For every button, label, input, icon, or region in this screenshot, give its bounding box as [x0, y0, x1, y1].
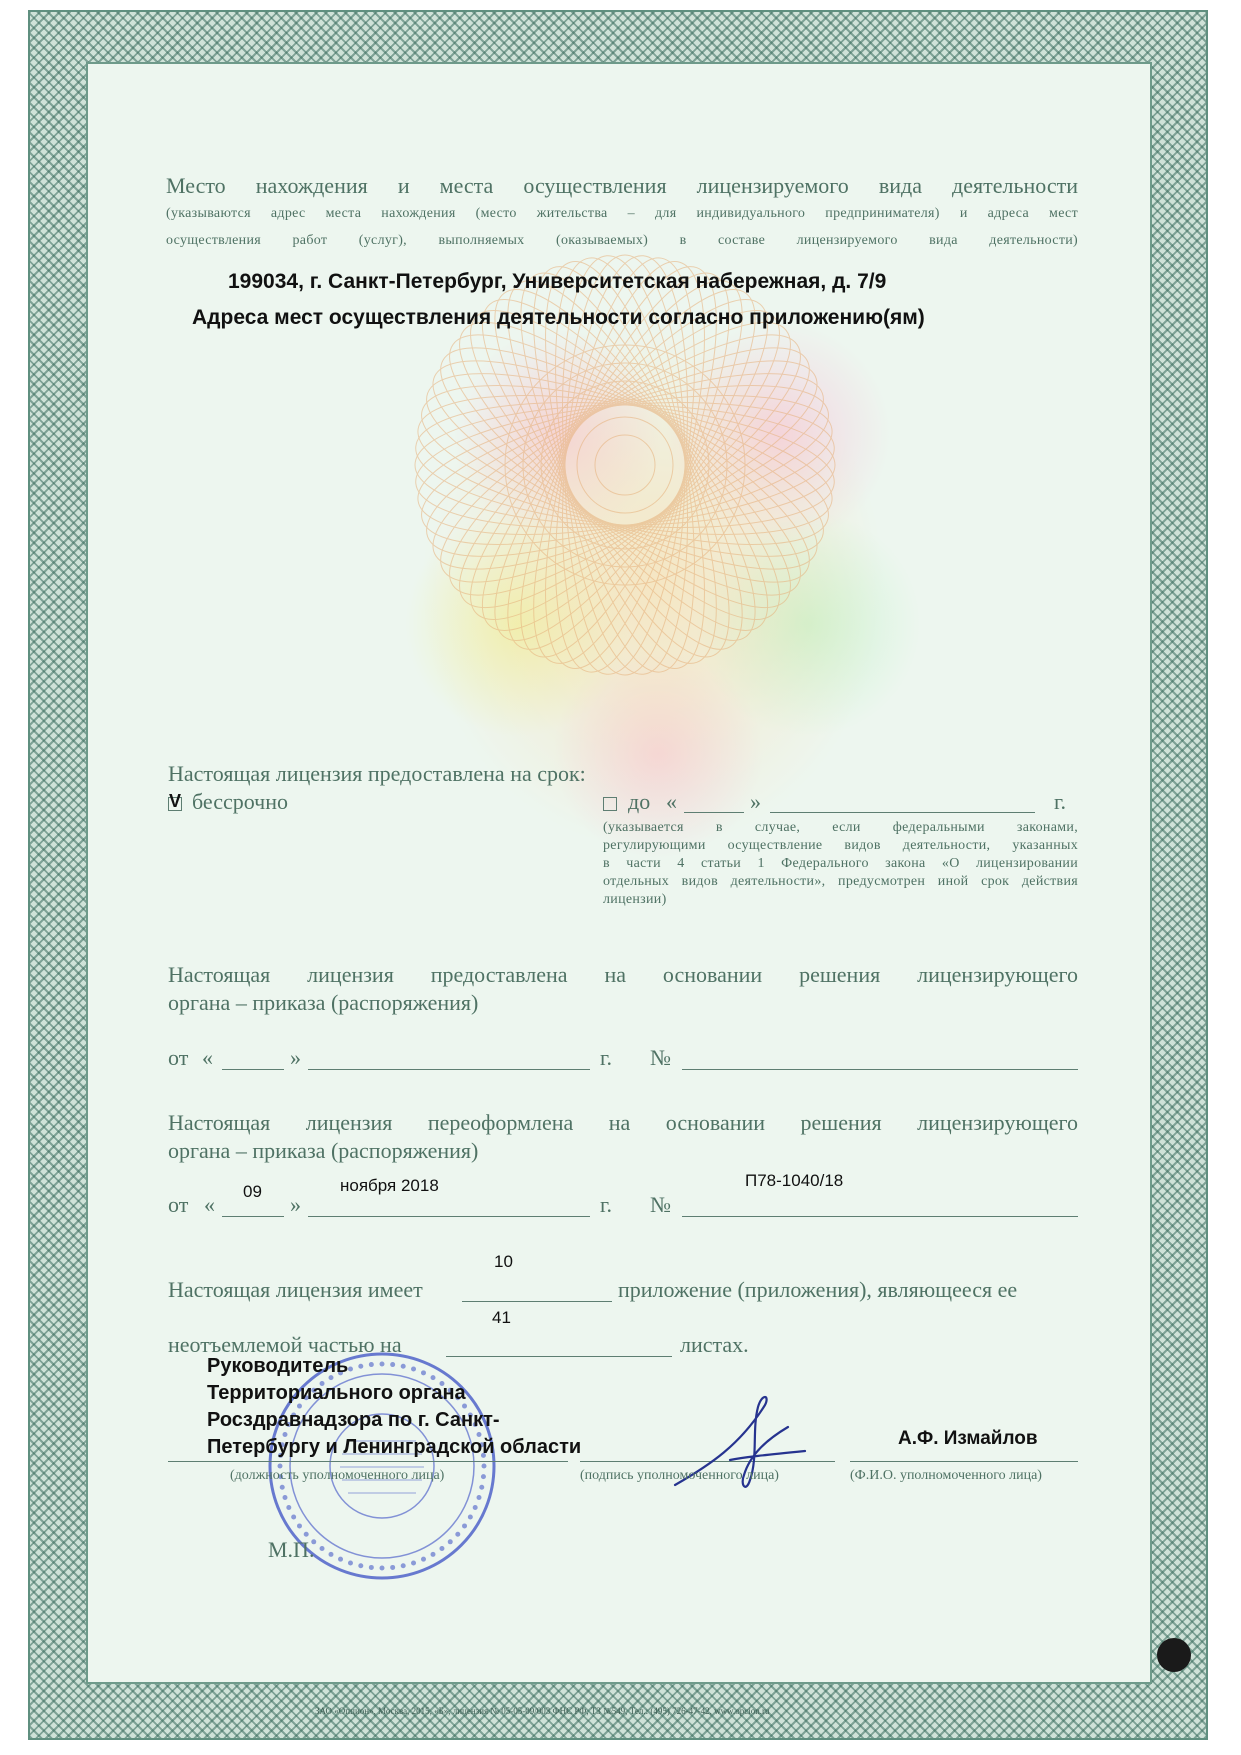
until-year-suffix: г. [1054, 789, 1067, 814]
basis-quote-close: » [290, 1045, 301, 1070]
reissue-date-line [308, 1216, 590, 1217]
basis-from-label: от [168, 1045, 189, 1070]
basis-line1: Настоящая лицензия предоставлена на основании решения лицензирующего [168, 962, 1078, 987]
reissue-year-suffix: г. [600, 1192, 613, 1217]
until-quote-close: » [750, 789, 761, 814]
reissue-number-line [682, 1216, 1078, 1217]
name-line [850, 1461, 1078, 1462]
caption-name: (Ф.И.О. уполномоченного лица) [850, 1468, 1042, 1483]
position-line [168, 1461, 568, 1462]
caption-position: (должность уполномоченного лица) [230, 1468, 445, 1483]
sheets-count: 41 [492, 1308, 511, 1327]
reissue-line1: Настоящая лицензия переоформлена на основании решения лицензирующего [168, 1110, 1078, 1135]
basis-quote-open: « [202, 1045, 213, 1070]
location-note-line1: (указываются адрес места нахождения (место жительства – для индивидуального предпринимателя) и адреса мест [166, 206, 1078, 221]
places-note: Адреса мест осуществления деятельности согласно приложению(ям) [192, 306, 925, 329]
basis-date-line [308, 1069, 590, 1070]
term-heading: Настоящая лицензия предоставлена на срок: [168, 761, 586, 786]
basis-year-suffix: г. [600, 1045, 613, 1070]
until-day-line [684, 812, 744, 813]
term-note-line1: (указывается в случае, если федеральными законами, [603, 820, 1078, 835]
reissue-number: П78-1040/18 [745, 1171, 844, 1190]
basis-number-line [682, 1069, 1078, 1070]
reissue-from-label: от [168, 1192, 189, 1217]
reissue-line2: органа – приказа (распоряжения) [168, 1138, 479, 1163]
unlimited-label: бессрочно [192, 789, 289, 814]
until-checkbox [603, 797, 617, 811]
location-heading: Место нахождения и места осуществления лицензируемого вида деятельности [166, 173, 1078, 198]
until-label: до [628, 789, 651, 814]
term-note-line3: в части 4 статьи 1 Федерального закона «О лицензировании [603, 856, 1078, 871]
reissue-number-label: № [650, 1192, 671, 1217]
until-quote-open: « [666, 789, 677, 814]
position-line4: Петербургу и Ленинградской области [207, 1436, 582, 1458]
checkbox-mark: V [169, 791, 182, 811]
basis-number-label: № [650, 1045, 671, 1070]
sheets-text-start: неотъемлемой частью на [168, 1332, 402, 1357]
term-note-line5: лицензии) [603, 892, 667, 907]
caption-signature: (подпись уполномоченного лица) [580, 1468, 779, 1483]
reissue-quote-open: « [204, 1192, 215, 1217]
until-date-line [770, 812, 1035, 813]
appendix-count: 10 [494, 1252, 513, 1271]
sheets-text-end: листах. [680, 1332, 749, 1357]
location-note-line2: осуществления работ (услуг), выполняемых (оказываемых) в составе лицензируемого вида деятельности) [166, 233, 1078, 248]
term-note-line4: отдельных видов деятельности», предусмотрен иной срок действия [603, 874, 1078, 889]
appendix-text-start: Настоящая лицензия имеет [168, 1277, 423, 1302]
appendix-text-end: приложение (приложения), являющееся ее [618, 1277, 1018, 1302]
official-name: А.Ф. Измайлов [898, 1428, 1038, 1449]
seal-place: М.П. [268, 1537, 315, 1562]
position-line1: Руководитель [207, 1355, 349, 1377]
printer-footer: ЗАО «Опцион», Москва, 2015, «Б», лицензия № 05-05-09/003 ФНС РФ, ТЗ №549, Тел.: (495) 726-47-42, www.opcion.ru [315, 1706, 770, 1716]
position-line2: Территориального органа [207, 1382, 466, 1404]
reissue-day: 09 [243, 1182, 262, 1201]
address: 199034, г. Санкт-Петербург, Университетская набережная, д. 7/9 [228, 270, 887, 293]
position-line3: Росздравнадзора по г. Санкт- [207, 1409, 500, 1431]
basis-day-line [222, 1069, 284, 1070]
reissue-quote-close: » [290, 1192, 301, 1217]
appendix-count-line [462, 1301, 612, 1302]
term-note-line2: регулирующими осуществление видов деятельности, указанных [603, 838, 1078, 853]
reissue-day-line [222, 1216, 284, 1217]
reissue-month-year: ноября 2018 [340, 1176, 439, 1195]
basis-line2: органа – приказа (распоряжения) [168, 990, 479, 1015]
punch-hole [1157, 1638, 1191, 1672]
